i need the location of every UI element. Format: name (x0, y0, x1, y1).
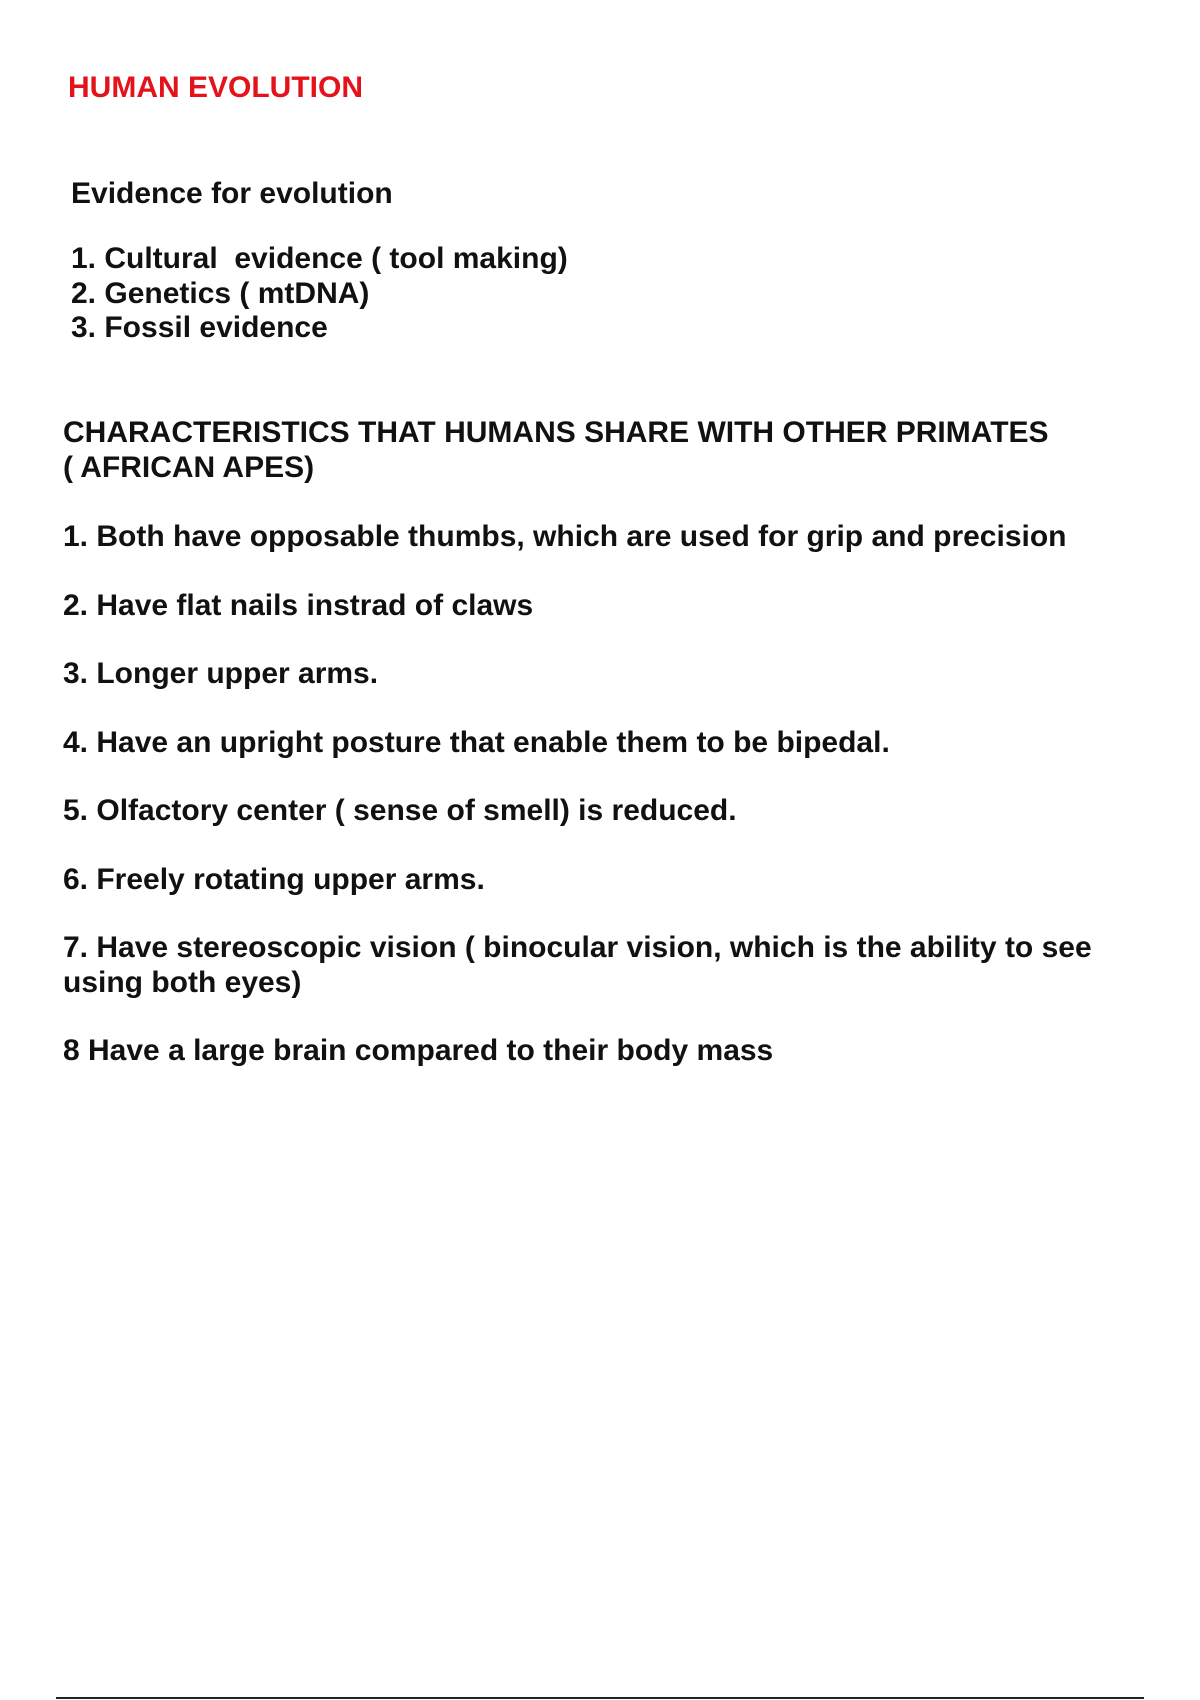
characteristic-item: 4. Have an upright posture that enable them to be bipedal. (63, 725, 890, 759)
evidence-item: 3. Fossil evidence (71, 311, 328, 344)
characteristic-item: 2. Have flat nails instrad of claws (63, 588, 534, 622)
characteristic-item: 6. Freely rotating upper arms. (63, 862, 485, 896)
characteristic-item: 1. Both have opposable thumbs, which are used for grip and precision (63, 520, 1067, 553)
characteristic-item: 8 Have a large brain compared to their body mass (63, 1034, 774, 1067)
page-bottom-rule (56, 1697, 1144, 1699)
characteristics-list (63, 520, 1103, 1103)
characteristic-item: 5. Olfactory center ( sense of smell) is reduced. (63, 794, 737, 827)
characteristic-item: 3. Longer upper arms. (63, 657, 379, 690)
evidence-heading: Evidence for evolution (71, 177, 393, 210)
characteristic-item: 7. Have stereoscopic vision ( binocular vision, which is the ability to see using both eyes) (63, 931, 1092, 999)
evidence-item: 2. Genetics ( mtDNA) (71, 276, 370, 310)
characteristics-heading: CHARACTERISTICS THAT HUMANS SHARE WITH OTHER PRIMATES ( AFRICAN APES) (63, 416, 1049, 484)
evidence-list (71, 242, 568, 346)
evidence-item: 1. Cultural evidence ( tool making) (71, 242, 568, 275)
page-title: HUMAN EVOLUTION (68, 71, 363, 104)
